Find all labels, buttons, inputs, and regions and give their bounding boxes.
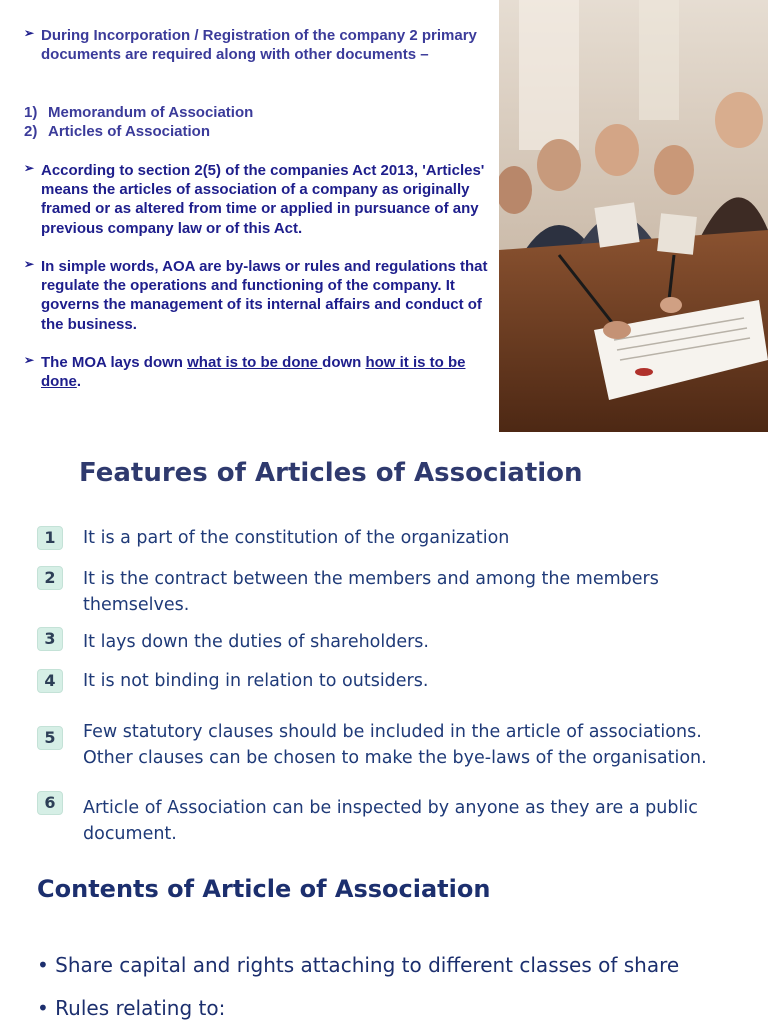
intro-bullet-text: In simple words, AOA are by-laws or rules and regulations that regulate the operations and functioning of the company. It governs the management of its internal affairs and conduct of the business. bbox=[41, 258, 488, 333]
feature-text: Article of Association can be inspected by anyone as they are a public document. bbox=[83, 798, 698, 844]
feature-text: It lays down the duties of shareholders. bbox=[83, 632, 429, 652]
document-item-label: Articles of Association bbox=[48, 123, 210, 140]
features-title: Features of Articles of Association bbox=[79, 458, 583, 488]
feature-number-badge: 6 bbox=[37, 791, 63, 815]
contents-list-item: • Share capital and rights attaching to different classes of share bbox=[37, 953, 680, 977]
document-item-label: Memorandum of Association bbox=[48, 104, 254, 121]
contents-title: Contents of Article of Association bbox=[37, 875, 491, 903]
meeting-illustration bbox=[499, 0, 768, 432]
feature-text: It is not binding in relation to outsiders. bbox=[83, 671, 429, 691]
intro-bullet-text: During Incorporation / Registration of the company 2 primary documents are required along with other documents – bbox=[41, 27, 477, 64]
intro-bullet-definition bbox=[24, 161, 489, 238]
feature-number-badge: 5 bbox=[37, 726, 63, 750]
intro-text-panel bbox=[0, 0, 495, 432]
how-it-is-to-be-done-link[interactable]: how it is to be done bbox=[41, 354, 466, 391]
what-is-to-be-done-link[interactable]: what is to be done bbox=[187, 354, 323, 371]
intro-bullet-simple-words bbox=[24, 257, 489, 334]
moa-prefix-text: The MOA lays down bbox=[41, 354, 188, 371]
intro-bullet-text: According to section 2(5) of the companies Act 2013, 'Articles' means the articles of association of a company as originally framed or as altered from time or applied in pursuance of any previous company law or of this Act. bbox=[41, 162, 485, 237]
feature-number-badge: 3 bbox=[37, 627, 63, 651]
feature-number-badge: 2 bbox=[37, 566, 63, 590]
feature-number-badge: 1 bbox=[37, 526, 63, 550]
intro-bullet-text bbox=[41, 353, 489, 391]
contents-list-item: • Rules relating to: bbox=[37, 996, 226, 1020]
arrow-bullet-icon: ➢ bbox=[24, 161, 35, 175]
document-item-number: 2) bbox=[24, 123, 38, 140]
feature-text: It is the contract between the members and among the members themselves. bbox=[83, 569, 659, 615]
business-meeting-photo bbox=[499, 0, 768, 432]
moa-middle-text: down bbox=[322, 354, 366, 371]
document-item-moa bbox=[24, 103, 253, 122]
feature-text: It is a part of the constitution of the organization bbox=[83, 528, 510, 548]
arrow-bullet-icon: ➢ bbox=[24, 26, 35, 40]
arrow-bullet-icon: ➢ bbox=[24, 257, 35, 271]
feature-number-badge: 4 bbox=[37, 669, 63, 693]
arrow-bullet-icon: ➢ bbox=[24, 353, 35, 367]
moa-suffix-text: . bbox=[76, 373, 82, 391]
document-item-aoa bbox=[24, 122, 210, 141]
document-item-number: 1) bbox=[24, 104, 38, 121]
feature-text: Few statutory clauses should be included in the article of associations. Other clauses can be chosen to make the bye-laws of the organisation. bbox=[83, 722, 707, 768]
intro-bullet-incorporation bbox=[24, 26, 489, 64]
intro-bullet-moa-comparison bbox=[24, 353, 489, 391]
